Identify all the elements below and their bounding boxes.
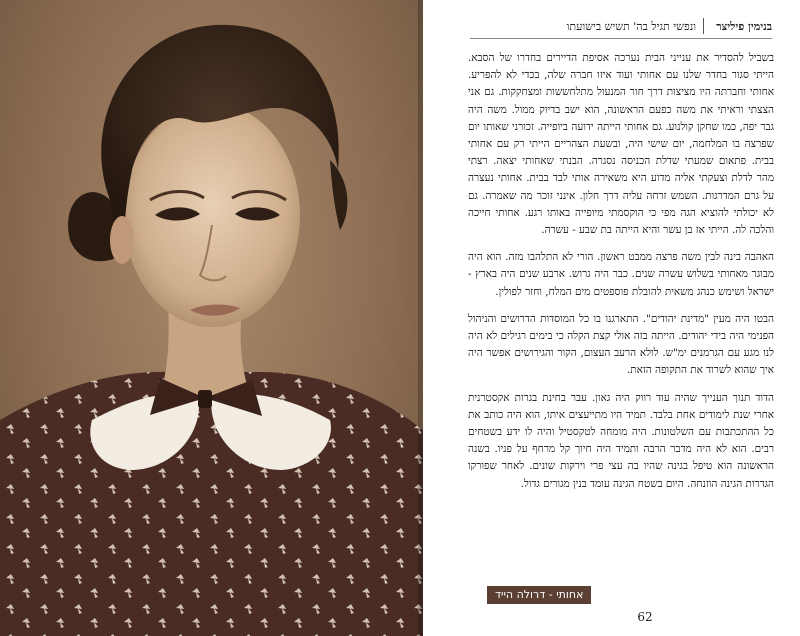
photo-caption: אחותי - דרולה הייד (487, 586, 591, 604)
page-number: 62 (637, 610, 653, 624)
running-head-separator (703, 18, 704, 34)
body-paragraph: האהבה בינה לבין משה פרצה ממבט ראשון. הורי לא התלהבו מזה. הוא היה מבוגר מאחותי בשלוש עשרה שנים. כבר היה גרוש. ארבע שנים היה בארץ - ישראל ושימש כנהג משאית להובלת פוספטים מים המלח, וחזר לפולין. (468, 251, 774, 298)
body-paragraph: הדוד תנוך הענייך שהיה עוד רווק היה גאון. עבר בחינת בגרות אקסטרנית אחרי שנת לימודים אחת בלבד. תמיד היו מתייעצים איתו, הוא היה כותב את כל ההתכתבות עם השלטונות. היה מומחה לטקסטיל והיה לו ידע בשטחים רבים. הוא לא היה מדבר הרבה ותמיד היה חיוך קל מרחף על פניו. בשנה הראשונה הוא טיפל בגינה שהיו בה עצי פרי וירקות שונים. לאחר שפורקו הגדרות הגינה הוזנחה. היום בשטח הגינה עומד בנין מגורים גדול. (468, 391, 774, 490)
page-gutter-shadow (418, 0, 423, 636)
body-paragraph: הבטו היה מעין "מדינת יהודים". התארגנו בו כל המוסדות הדרושים והניהול הפנימי היה בידי יהודים. הייתה בזה אולי קצת הקלה כי בימים רגילים לא היה לנו מגע עם הגרמנים ימ"ש. לולא הרעב העצום, הקור והגירושים אפשר היה איך שהוא לשרוד את התקופה הזאת. (468, 312, 774, 377)
running-head-author: בנימין פיליצר (716, 19, 772, 33)
text-page (430, 0, 800, 636)
running-head-book-title: ונפשי תגיל בה' תשיש בישועתו (566, 19, 697, 33)
running-head (470, 14, 772, 39)
body-text (468, 50, 774, 560)
body-paragraph: בשביל להסדיר את ענייני הבית נערכה אסיפת הדיירים בחדרו של הסבא. הייתי סגור בחדר שלנו עם אחותי ועוד איזו חברה שלה, בכדי לא להפריע. אחותי וחברתה היו מציצות דרך חור המנעול מתלחששות ומצחקקות. גם אני הצצתי וראיתי את משה כפעם הראשונה, הוא ישב בדיוק ממול. משה היה גבר יפה, כמו שחקן קולנוע. גם אחותי הייתה ידועה ביופייה. זכורני שאותו יום שפרצה בו המלחמה, יום שישי היה, ובשעת הצהריים הייתי רק עם אחותי בבית. פתאום שמעתי שדלת הכניסה נסגרה. הבנתי שאחותי יצאה. רצתי מהר לדלת וצעקתי אליה מדוע היא משאירה אותי לבד בבית. אחותי נעצרה על גרם המדרגות. השמש זרחה עליה דרך חלון. אינני זוכר מה שאמרה. גם לא יכולתי להוציא הגה מפי כי הוקסמתי מיופייה באותו רגע. אחותי חייכה והלכה לה. הייתי אז בן עשר והיא הייתה בת שבע - עשרה. (468, 52, 774, 237)
